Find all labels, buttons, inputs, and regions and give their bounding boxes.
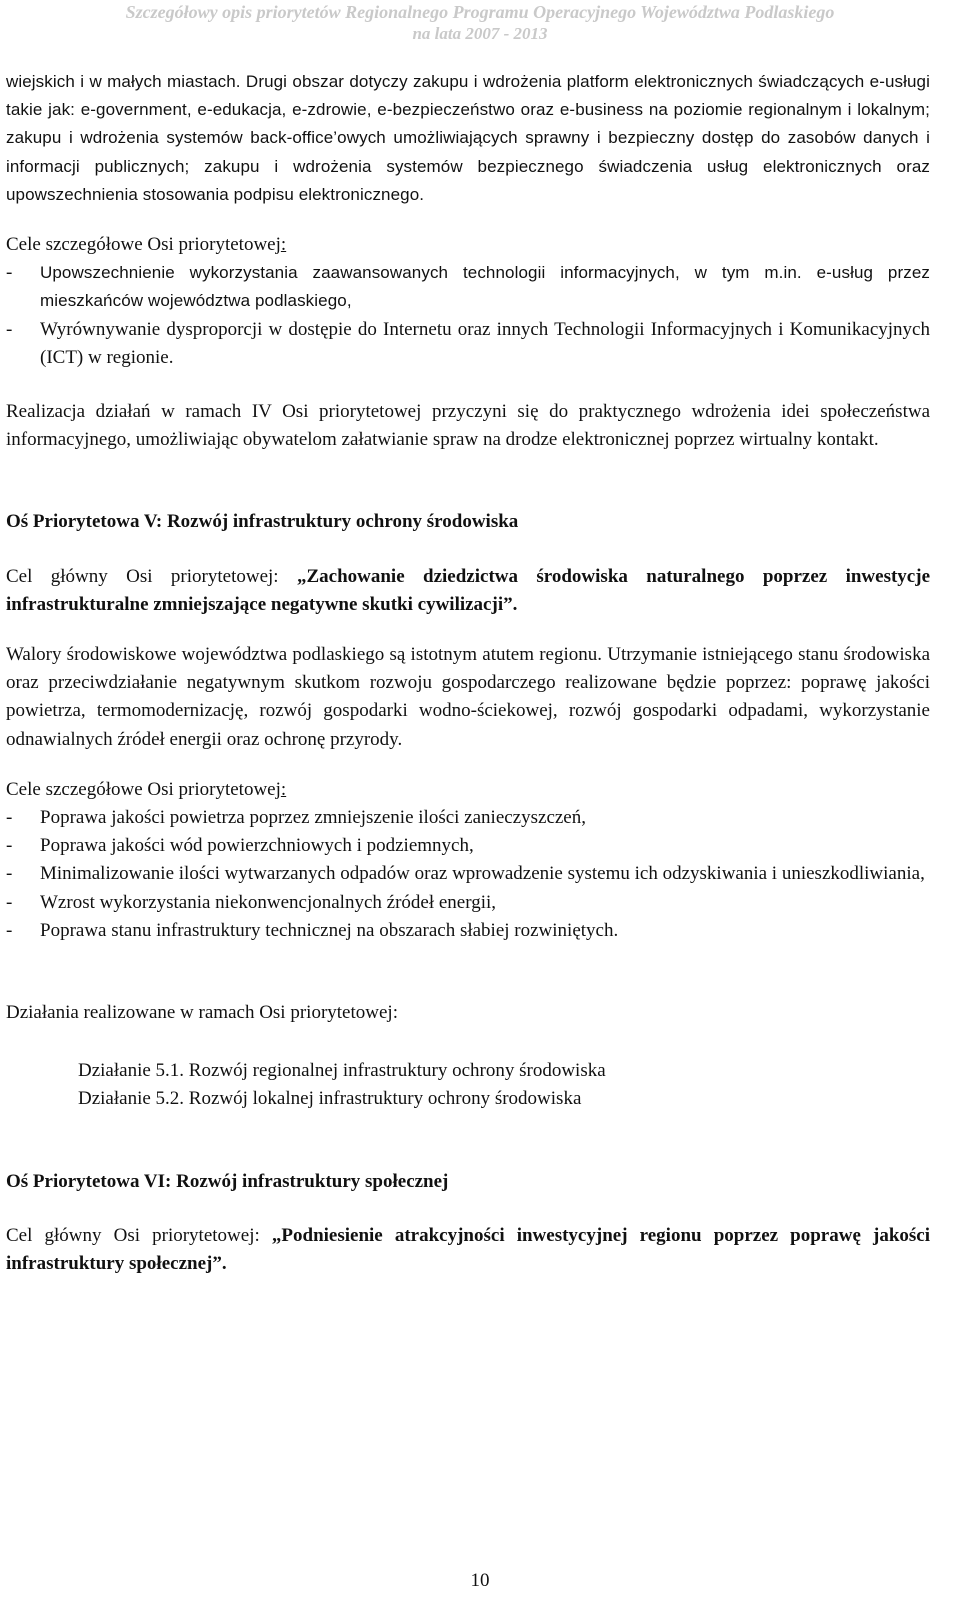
list-item: - Poprawa jakości wód powierzchniowych i podziemnych,: [6, 832, 930, 860]
header-title: Szczegółowy opis priorytetów Regionalnego Programu Operacyjnego Województwa Podlaskiego: [125, 2, 835, 22]
dash-bullet: -: [6, 891, 13, 913]
dash-bullet: -: [6, 919, 13, 941]
list-item: - Minimalizowanie ilości wytwarzanych odpadów oraz wprowadzenie systemu ich odzyskiwania i unieszkodliwiania,: [6, 860, 930, 888]
dash-bullet: -: [6, 318, 13, 340]
axis5-main-goal: Cel główny Osi priorytetowej: „Zachowanie dziedzictwa środowiska naturalnego poprzez inwestycje infrastrukturalne zmniejszające negatywne skutki cywilizacji”.: [6, 565, 930, 615]
list-item: - Wyrównywanie dysproporcji w dostępie do Internetu oraz innych Technologii Informacyjnych i Komunikacyjnych (ICT) w regionie.: [6, 316, 930, 372]
document-body: [6, 68, 930, 1278]
page-number: 10: [470, 1570, 490, 1591]
axis4-summary: Realizacja działań w ramach IV Osi priorytetowej przyczyni się do praktycznego wdrożenia idei społeczeństwa informacyjnego, umożliwiając obywatelom załatwianie spraw na drodze elektronicznej poprzez wirtualny kontakt.: [6, 401, 930, 451]
action-item: Działanie 5.1. Rozwój regionalnej infrastruktury ochrony środowiska: [78, 1060, 606, 1082]
dash-bullet: -: [6, 835, 13, 857]
axis5-actions-list: [6, 1057, 930, 1113]
dash-bullet: -: [6, 807, 13, 829]
axis6-heading: Oś Priorytetowa VI: Rozwój infrastruktury społecznej: [6, 1170, 449, 1192]
running-header: [0, 0, 960, 52]
paragraph-intro: wiejskich i w małych miastach. Drugi obszar dotyczy zakupu i wdrożenia platform elektronicznych świadczących e-usługi takie jak: e-government, e-edukacja, e-zdrowie, e-bezpieczeństwo oraz e-business na poziomie regionalnym i lokalnym; zakupu i wdrożenia systemów back-office’owych umożliwiających sprawny i bezpieczny dostęp do zasobów danych i informacji publicznych; zakupu i wdrożenia systemów bezpiecznego świadczenia usług elektronicznych oraz upowszechnienia stosowania podpisu elektronicznego.: [6, 72, 930, 204]
axis5-heading: Oś Priorytetowa V: Rozwój infrastruktury ochrony środowiska: [6, 511, 519, 533]
axis4-goals-list: [6, 259, 930, 372]
axis5-description: Walory środowiskowe województwa podlaskiego są istotnym atutem regionu. Utrzymanie istniejącego stanu środowiska oraz przeciwdziałanie negatywnym skutkom rozwoju gospodarczego realizowane będzie poprzez: poprawę jakości powietrza, termomodernizację, rozwój gospodarki wodno-ściekowej, rozwój gospodarki odpadami, wykorzystanie odnawialnych źródeł energii oraz ochronę przyrody.: [6, 644, 930, 750]
axis5-actions-label: Działania realizowane w ramach Osi priorytetowej:: [6, 1002, 398, 1024]
axis5-goals-label: Cele szczegółowe Osi priorytetowej:: [6, 778, 287, 800]
axis5-goals-list: [6, 804, 930, 945]
dash-bullet: -: [6, 262, 13, 284]
dash-bullet: -: [6, 863, 13, 885]
action-item: Działanie 5.2. Rozwój lokalnej infrastruktury ochrony środowiska: [78, 1088, 582, 1110]
axis6-main-goal: Cel główny Osi priorytetowej: „Podniesienie atrakcyjności inwestycyjnej regionu poprzez poprawę jakości infrastruktury społecznej”.: [6, 1224, 931, 1275]
header-years: na lata 2007 - 2013: [412, 24, 548, 43]
list-item: - Wzrost wykorzystania niekonwencjonalnych źródeł energii,: [6, 889, 930, 917]
axis4-goals-label: Cele szczegółowe Osi priorytetowej:: [6, 234, 287, 256]
list-item: - Poprawa jakości powietrza poprzez zmniejszenie ilości zanieczyszczeń,: [6, 804, 930, 832]
list-item: - Poprawa stanu infrastruktury technicznej na obszarach słabiej rozwiniętych.: [6, 917, 930, 945]
list-item: - Upowszechnienie wykorzystania zaawansowanych technologii informacyjnych, w tym m.in. e-usług przez mieszkańców województwa podlaskiego,: [6, 259, 930, 315]
